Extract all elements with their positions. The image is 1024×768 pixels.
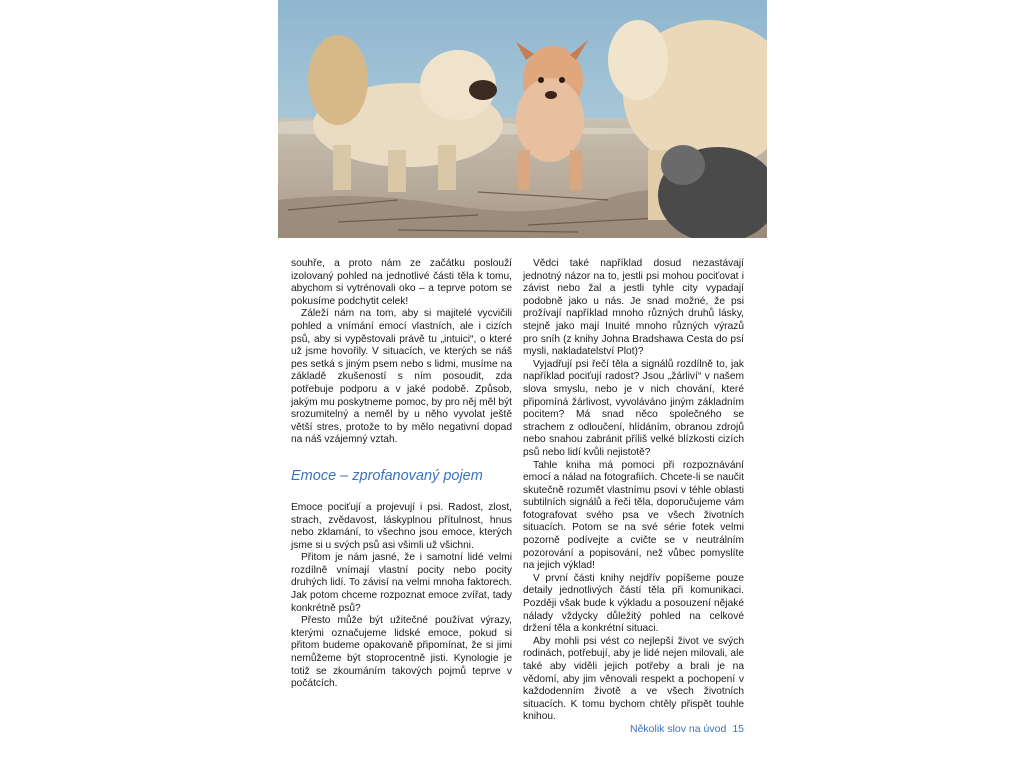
paragraph: Záleží nám na tom, aby si majitelé vycvičili pohled a vnímání emocí vlastních, ale i cizích psů, aby si vypěstovali právě tu „intuici“, o které už jsme hovořily. V situacích, ve kterých se náš pes setká s jiným psem nebo s lidmi, musíme na základě zkušeností s ním posoudit, zda potřebuje podporu a v jaké podobě. Způsob, jakým mu poskytneme pomoc, by pro něj měl být srozumitelný a neměl by u něho vyvolat ještě větší stres, protože to by mělo negativní dopad na náš vzájemný vztah. bbox=[291, 308, 512, 446]
paragraph: Tahle kniha má pomoci při rozpoznávání emocí a nálad na fotografiích. Chcete-li se naučit skutečně rozumět vlastnímu psovi v téhle oblasti subtilních signálů a řeči těla, doporučujeme vám fotografovat svého psa ve všech životních situacích. Potom se na své série fotek velmi pozorně podívejte a cvičte se v neutrálním pozorování a popisování, než vůbec pomyslíte na jejich výklad! bbox=[523, 459, 744, 572]
page-number: 15 bbox=[732, 723, 744, 735]
paragraph: Vědci také například dosud nezastávají jednotný názor na to, jestli psi mohou pociťovat i závist nebo žal a jestli tyhle city vypadají podobně jako u nás. Je snad možné, že psi prožívají například mnoho různých druhů lásky, stejně jako mají Inuité mnoho různých výrazů pro sníh (z knihy Johna Bradshawa Cesta do psí mysli, nakladatelství Plot)? bbox=[523, 258, 744, 358]
paragraph: Přitom je nám jasné, že i samotní lidé velmi rozdílně vnímají vlastní pocity nebo pocity druhých lidí. To závisí na velmi mnoha faktorech. Jak potom chceme rozpoznat emoce zvířat, tady konkrétně psů? bbox=[291, 552, 512, 614]
dogs-photo bbox=[278, 0, 767, 238]
paragraph: Přesto může být užitečné používat výrazy, kterými označujeme lidské emoce, pokud si přitom budeme opakovaně připomínat, že si jimi nemůžeme být stoprocentně jisti. Kynologie je totiž se zkoumáním takových pojmů teprve v počátcích. bbox=[291, 615, 512, 690]
paragraph: Aby mohli psi vést co nejlepší život ve svých rodinách, potřebují, aby je lidé nejen milovali, ale také aby viděli jejich potřeby a brali je na vědomí, aby jim věnovali respekt a pochopení v každodenním životě a ve všech životních situacích. K tomu bychom chtěly přispět touhle knihou. bbox=[523, 635, 744, 723]
section-heading: Emoce – zprofanovaný pojem bbox=[291, 467, 483, 484]
paragraph: Emoce pociťují a projevují i psi. Radost, zlost, strach, zvědavost, láskyplnou přítulnost, hnus nebo zklamání, to všechno jsou emoce, kterých jsme si u svých psů asi všimli už všichni. bbox=[291, 501, 512, 551]
paragraph: V první části knihy nejdřív popíšeme pouze detaily jednotlivých částí těla při komunikaci. Později však bude k výkladu a posouzení nějaké nálady vždycky důležitý pohled na celkové držení těla a konkrétní situaci. bbox=[523, 572, 744, 635]
left-column bbox=[291, 258, 512, 691]
right-column bbox=[523, 258, 744, 724]
paragraph: souhře, a proto nám ze začátku poslouží izolovaný pohled na jednotlivé části těla k tomu, abychom si vytrénovali oko – a teprve potom se pokusíme podchytit celek! bbox=[291, 258, 512, 307]
footer-section-title: Několik slov na úvod bbox=[630, 723, 727, 735]
dogs-photo-illustration bbox=[278, 0, 767, 238]
page-footer bbox=[630, 723, 746, 735]
paragraph: Vyjadřují psi řečí těla a signálů rozdílně to, jak například pociťují radost? Jsou „žárliví“ v našem slova smyslu, nebo je v nich chování, které připomíná žárlivost, vyvoláváno jiným základním pocitem? Má snad něco společného se strachem z odloučení, hlídáním, obranou zdrojů nebo snahou zabránit příliš velké blízkosti cizích psů nebo lidí kvůli nejistotě? bbox=[523, 358, 744, 458]
